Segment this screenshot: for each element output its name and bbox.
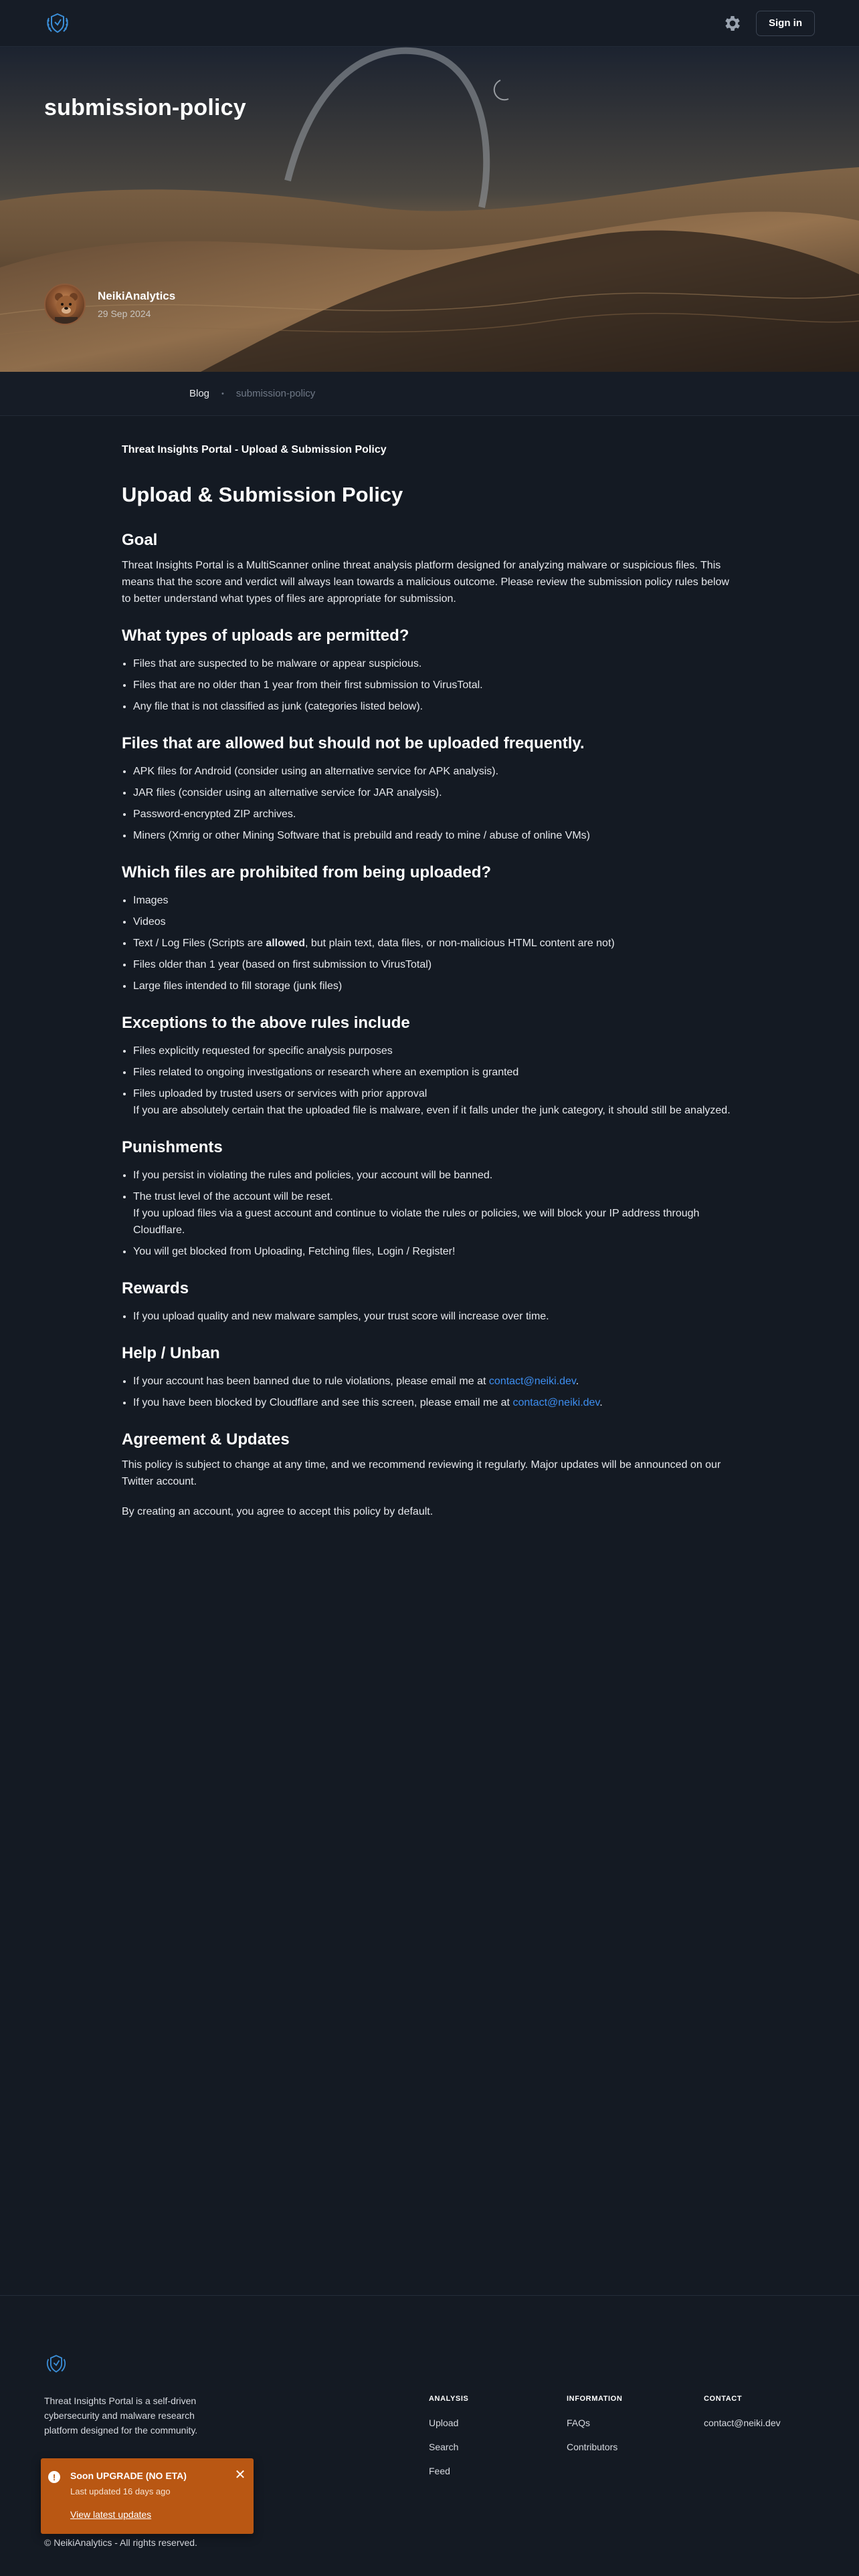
goal-text: Threat Insights Portal is a MultiScanner online threat analysis platform designed for analyzing malware or suspicious files. This means that the score and verdict will always lean towards a malicious outcome. Please review the submission policy rules below to better understand what types of files are appropriate for submission. xyxy=(122,560,729,605)
bear-avatar-icon xyxy=(45,285,86,325)
goal-section xyxy=(122,530,735,607)
footer-description: Threat Insights Portal is a self-driven cybersecurity and malware research platform designed for the community. xyxy=(44,2395,198,2436)
close-icon[interactable]: ✕ xyxy=(234,2468,246,2482)
permitted-heading: What types of uploads are permitted? xyxy=(122,627,409,645)
site-footer xyxy=(0,2295,859,2576)
footer-link-contributors[interactable]: Contributors xyxy=(567,2442,618,2452)
footer-link-feed[interactable]: Feed xyxy=(429,2466,450,2476)
list-item: • If you persist in violating the rules and policies, your account will be banned. xyxy=(133,1167,735,1184)
list-item xyxy=(133,1188,735,1239)
list-item xyxy=(133,1394,735,1411)
contact-email-link[interactable]: contact@neiki.dev xyxy=(488,1376,576,1387)
footer-heading: INFORMATION xyxy=(567,2395,623,2403)
exceptions-section xyxy=(122,1013,735,1119)
article-kicker: Threat Insights Portal - Upload & Submission Policy xyxy=(122,444,387,455)
list-item: • JAR files (consider using an alternative service for JAR analysis). xyxy=(133,784,735,801)
list-item-text: Files uploaded by trusted users or services with prior approval xyxy=(133,1088,427,1099)
publish-date: 29 Sep 2024 xyxy=(98,308,151,319)
toast-subtitle: Last updated 16 days ago xyxy=(70,2486,171,2496)
footer-link-email[interactable]: contact@neiki.dev xyxy=(704,2418,781,2428)
exceptions-heading: Exceptions to the above rules include xyxy=(122,1014,410,1032)
footer-heading: ANALYSIS xyxy=(429,2395,469,2403)
contact-email-link[interactable]: contact@neiki.dev xyxy=(512,1397,600,1408)
list-item: • Videos xyxy=(133,914,735,930)
prohibited-section xyxy=(122,863,735,994)
list-item-text: Text / Log Files (Scripts are xyxy=(133,938,266,949)
list-item: • Any file that is not classified as junk (categories listed below). xyxy=(133,698,735,715)
permitted-section xyxy=(122,626,735,715)
agreement-text: This policy is subject to change at any time, and we recommend reviewing it regularly. Major updates will be announced on our Twitter account. xyxy=(122,1459,721,1487)
rewards-section xyxy=(122,1279,735,1325)
laurel-shield-icon[interactable] xyxy=(44,2352,68,2376)
view-updates-link[interactable]: View latest updates xyxy=(70,2509,152,2520)
breadcrumb-blog-link[interactable]: Blog xyxy=(189,388,210,399)
list-item-text: The trust level of the account will be reset. xyxy=(133,1191,333,1202)
footer-link-search[interactable]: Search xyxy=(429,2442,459,2452)
list-item-text: If your account has been banned due to rule violations, please email me at xyxy=(133,1376,489,1387)
help-heading: Help / Unban xyxy=(122,1344,220,1362)
list-item-text: . xyxy=(575,1376,579,1387)
gear-icon[interactable] xyxy=(723,13,743,33)
footer-information-column xyxy=(567,2395,622,2466)
toast-title: Soon UPGRADE (NO ETA) xyxy=(70,2470,187,2481)
infrequent-heading: Files that are allowed but should not be uploaded frequently. xyxy=(122,734,585,752)
list-item-note: If you upload files via a guest account and continue to violate the rules or policies, we will block your IP address through Cloudflare. xyxy=(133,1208,700,1236)
list-item: • Files older than 1 year (based on first submission to VirusTotal) xyxy=(133,956,735,973)
list-item xyxy=(133,935,735,952)
allowed-emphasis: allowed xyxy=(266,938,305,949)
footer-heading: CONTACT xyxy=(704,2395,743,2403)
alert-icon: ! xyxy=(48,2471,60,2483)
footer-link-faqs[interactable]: FAQs xyxy=(567,2418,591,2428)
list-item: • Files related to ongoing investigations or research where an exemption is granted xyxy=(133,1064,735,1081)
list-item: • APK files for Android (consider using an alternative service for APK analysis). xyxy=(133,763,735,780)
policy-article xyxy=(122,441,735,1539)
footer-link-upload[interactable]: Upload xyxy=(429,2418,459,2428)
list-item: • Password-encrypted ZIP archives. xyxy=(133,806,735,823)
agreement-section xyxy=(122,1430,735,1520)
list-item xyxy=(133,1085,735,1119)
list-item: • Files that are no older than 1 year from their first submission to VirusTotal. xyxy=(133,677,735,693)
list-item: • Images xyxy=(133,892,735,909)
list-item: • Large files intended to fill storage (junk files) xyxy=(133,978,735,994)
help-section xyxy=(122,1344,735,1411)
header-actions xyxy=(723,11,815,36)
list-item: • Files explicitly requested for specific analysis purposes xyxy=(133,1043,735,1059)
agreement-heading: Agreement & Updates xyxy=(122,1430,290,1448)
breadcrumb-separator: • xyxy=(221,389,224,398)
list-item: • You will get blocked from Uploading, Fetching files, Login / Register! xyxy=(133,1243,735,1260)
infrequent-section xyxy=(122,734,735,844)
footer-analysis-column xyxy=(429,2395,468,2490)
list-item-text: . xyxy=(599,1397,603,1408)
laurel-shield-icon[interactable] xyxy=(44,10,71,37)
punishments-section xyxy=(122,1138,735,1260)
footer-contact-column xyxy=(704,2395,781,2442)
list-item: • Miners (Xmrig or other Mining Software that is prebuild and ready to mine / abuse of online VMs) xyxy=(133,827,735,844)
list-item: • Files that are suspected to be malware or appear suspicious. xyxy=(133,655,735,672)
author-info xyxy=(44,284,175,325)
punishments-heading: Punishments xyxy=(122,1138,223,1156)
author-name[interactable]: NeikiAnalytics xyxy=(98,290,176,302)
list-item-note: If you are absolutely certain that the uploaded file is malware, even if it falls under the junk category, it should still be analyzed. xyxy=(133,1105,731,1116)
update-toast xyxy=(41,2458,254,2534)
page-title: submission-policy xyxy=(44,95,246,120)
top-navbar xyxy=(0,0,859,47)
rewards-heading: Rewards xyxy=(122,1279,189,1297)
breadcrumb-current: submission-policy xyxy=(235,388,316,399)
goal-heading: Goal xyxy=(122,531,158,549)
hero-banner xyxy=(0,47,859,372)
agreement-text: By creating an account, you agree to accept this policy by default. xyxy=(122,1506,434,1517)
list-item-text: If you have been blocked by Cloudflare and see this screen, please email me at xyxy=(133,1397,513,1408)
author-meta xyxy=(98,290,175,319)
sign-in-button[interactable]: Sign in xyxy=(756,11,815,36)
avatar[interactable] xyxy=(44,284,86,325)
list-item xyxy=(133,1373,735,1390)
breadcrumb xyxy=(0,372,859,416)
prohibited-heading: Which files are prohibited from being uploaded? xyxy=(122,863,492,881)
article-title: Upload & Submission Policy xyxy=(122,483,403,506)
list-item-text: , but plain text, data files, or non-malicious HTML content are not) xyxy=(304,938,615,949)
copyright: © NeikiAnalytics - All rights reserved. xyxy=(44,2537,197,2548)
list-item: • If you upload quality and new malware samples, your trust score will increase over time. xyxy=(133,1308,735,1325)
